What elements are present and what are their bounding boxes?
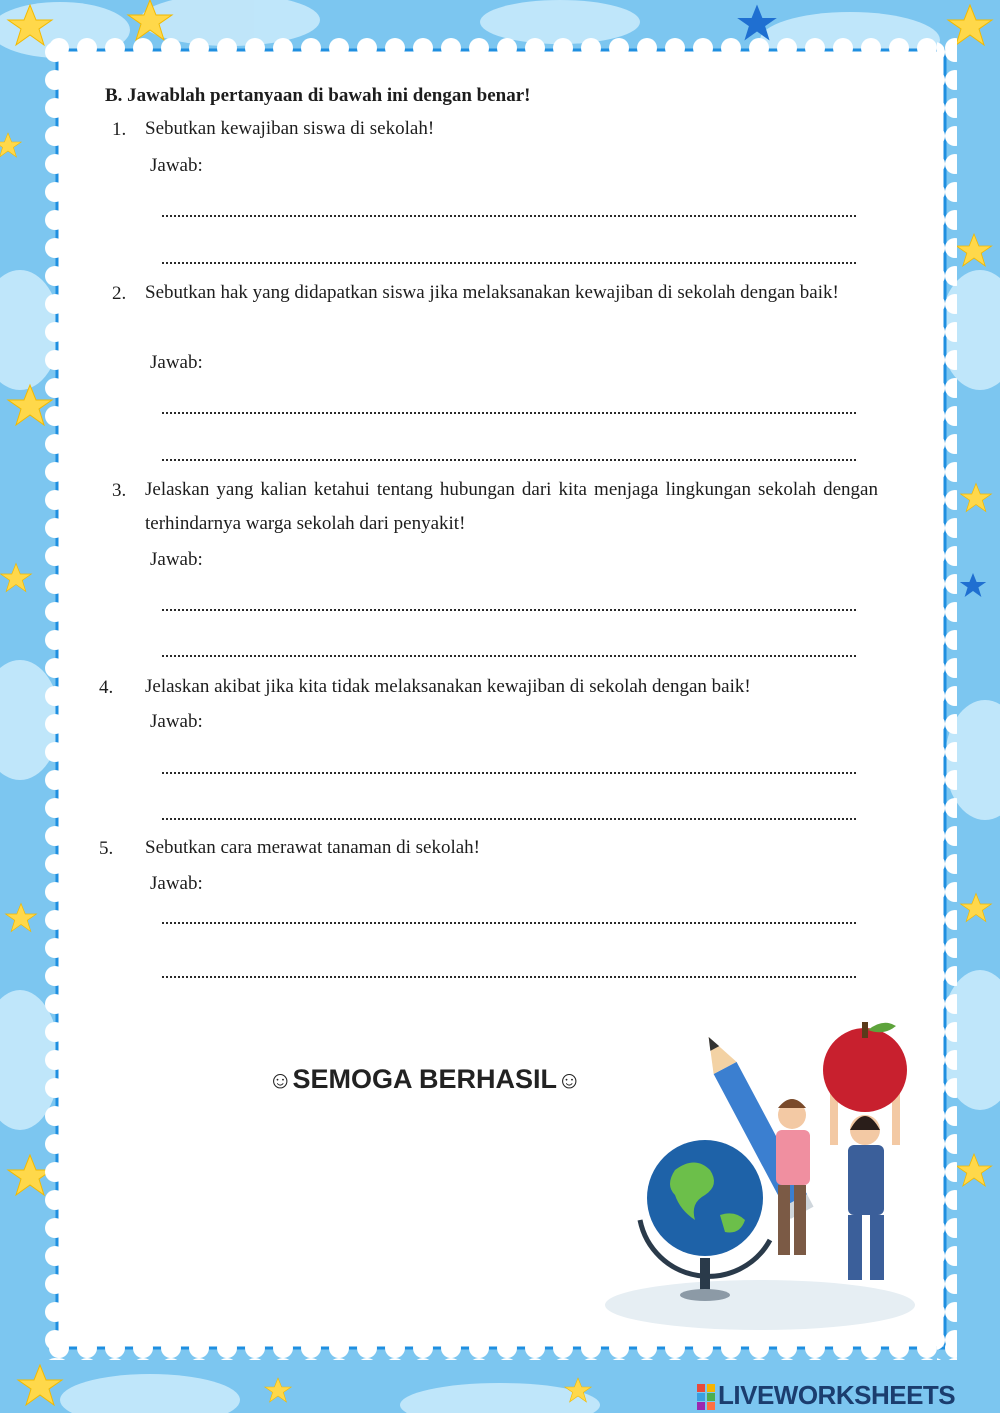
answer-label: Jawab: <box>150 873 203 894</box>
brand-name: LIVEWORKSHEETS <box>718 1380 956 1410</box>
answer-line[interactable] <box>162 262 856 264</box>
question-number: 2. <box>112 283 127 304</box>
smiley-icon: ☺ <box>557 1067 582 1094</box>
answer-line[interactable] <box>162 976 856 978</box>
liveworksheets-icon <box>697 1384 715 1410</box>
answer-line[interactable] <box>162 818 856 820</box>
question-number: 4. <box>99 677 114 698</box>
answer-label: Jawab: <box>150 155 203 176</box>
question-text: Jelaskan yang kalian ketahui tentang hubungan dari kita menjaga lingkungan sekolah dengan terhindarnya warga sekolah dari penyakit! <box>145 479 878 534</box>
answer-line[interactable] <box>162 922 856 924</box>
answer-label: Jawab: <box>150 549 203 570</box>
answer-line[interactable] <box>162 609 856 611</box>
closing-message <box>268 1064 582 1095</box>
girl-figure <box>830 1090 900 1280</box>
answer-line[interactable] <box>162 459 856 461</box>
globe-icon <box>640 1140 770 1301</box>
smiley-icon: ☺ <box>268 1067 293 1094</box>
school-illustration <box>600 1020 920 1330</box>
liveworksheets-logo <box>697 1380 955 1411</box>
answer-line[interactable] <box>162 215 856 217</box>
answer-line[interactable] <box>162 412 856 414</box>
question-number: 3. <box>112 480 127 501</box>
section-heading: B. Jawablah pertanyaan di bawah ini dengan benar! <box>105 85 531 106</box>
question-text: Sebutkan kewajiban siswa di sekolah! <box>145 118 435 139</box>
question-text: Jelaskan akibat jika kita tidak melaksanakan kewajiban di sekolah dengan baik! <box>145 676 751 697</box>
closing-text: SEMOGA BERHASIL <box>292 1064 558 1094</box>
question-number: 5. <box>99 838 114 859</box>
question-number: 1. <box>112 119 127 140</box>
apple-icon <box>823 1022 907 1112</box>
question-text: Sebutkan hak yang didapatkan siswa jika melaksanakan kewajiban di sekolah dengan baik! <box>145 282 839 303</box>
boy-figure <box>776 1099 810 1255</box>
answer-label: Jawab: <box>150 711 203 732</box>
answer-line[interactable] <box>162 772 856 774</box>
answer-line[interactable] <box>162 655 856 657</box>
question-text: Sebutkan cara merawat tanaman di sekolah! <box>145 837 480 858</box>
answer-label: Jawab: <box>150 352 203 373</box>
